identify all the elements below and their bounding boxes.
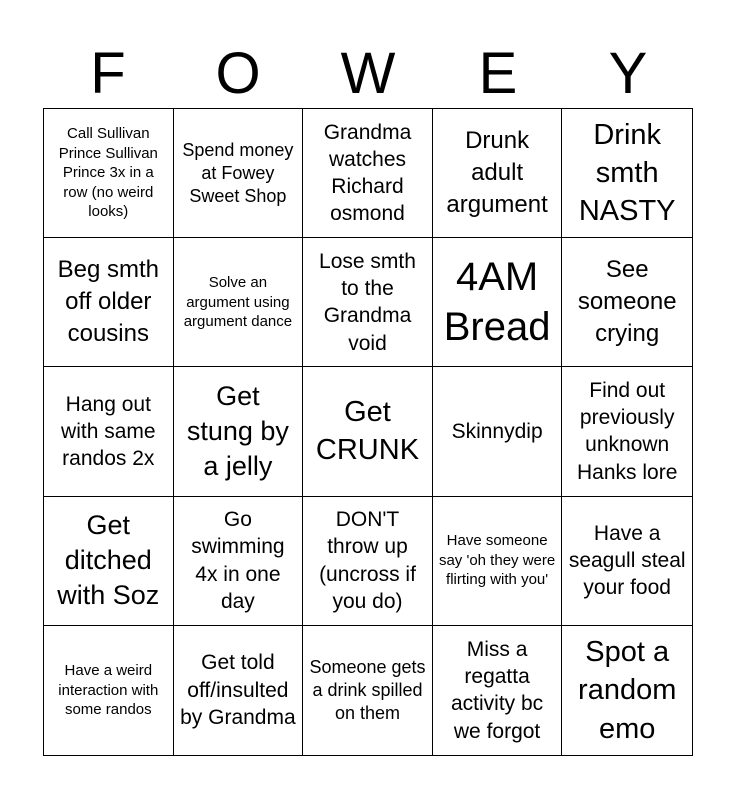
bingo-square[interactable] [562,497,692,626]
bingo-square[interactable] [174,497,304,626]
bingo-square[interactable] [303,109,433,238]
square-text: Get ditched with Soz [57,510,160,611]
bingo-square[interactable] [303,367,433,496]
square-text: Miss a regatta activity bc we forgot [450,637,544,743]
bingo-square[interactable] [562,109,692,238]
square-text: 4AM Bread [443,255,551,350]
bingo-grid [43,108,693,756]
bingo-square[interactable] [303,238,433,367]
square-text: Get CRUNK [315,396,420,467]
square-text: Spot a random emo [578,635,677,745]
bingo-square[interactable] [44,497,174,626]
bingo-square[interactable] [562,238,692,367]
bingo-square[interactable] [562,626,692,755]
square-text: Have a weird interaction with some randos [58,662,159,719]
bingo-square[interactable] [44,626,174,755]
square-text: Have someone say 'oh they were flirting with you' [438,532,556,589]
square-text: Go swimming 4x in one day [191,508,285,613]
bingo-square[interactable] [174,367,304,496]
square-text: Drunk adult argument [446,126,548,219]
square-text: Spend money at Fowey Sweet Shop [182,139,294,206]
bingo-square[interactable] [174,626,304,755]
bingo-square[interactable] [433,238,563,367]
square-text: Get told off/insulted by Grandma [180,651,296,730]
bingo-square[interactable] [174,238,304,367]
bingo-title [43,40,693,108]
bingo-square[interactable] [44,367,174,496]
title-letter-e: E [478,41,518,106]
square-text: Have a seagull steal your food [568,521,686,600]
square-text: Beg smth off older cousins [57,255,159,348]
bingo-square[interactable] [433,497,563,626]
title-letter-f: F [90,41,126,106]
square-text: Get stung by a jelly [186,380,289,482]
square-text: Hang out with same randos 2x [61,392,156,471]
square-text: Solve an argument using argument dance [183,274,293,331]
square-text: Someone gets a drink spilled on them [309,656,426,723]
bingo-square[interactable] [303,626,433,755]
bingo-square[interactable] [562,367,692,496]
square-text: Drink smth NASTY [578,118,676,228]
bingo-square[interactable] [433,109,563,238]
title-letter-o: O [215,41,261,106]
square-text: Find out previously unknown Hanks lore [577,378,678,484]
square-text: Grandma watches Richard osmond [323,120,412,226]
bingo-square[interactable] [433,626,563,755]
title-letter-w: W [340,41,396,106]
square-text: DON'T throw up (uncross if you do) [319,508,416,613]
bingo-square[interactable] [433,367,563,496]
bingo-square[interactable] [174,109,304,238]
square-text: See someone crying [577,255,677,348]
square-text: Call Sullivan Prince Sullivan Prince 3x in a row (no weird looks) [58,125,158,221]
bingo-square[interactable] [44,238,174,367]
square-text: Lose smth to the Grandma void [319,249,416,355]
bingo-square[interactable] [303,497,433,626]
square-text: Skinnydip [451,419,543,443]
bingo-square[interactable] [44,109,174,238]
title-letter-y: Y [608,41,648,106]
